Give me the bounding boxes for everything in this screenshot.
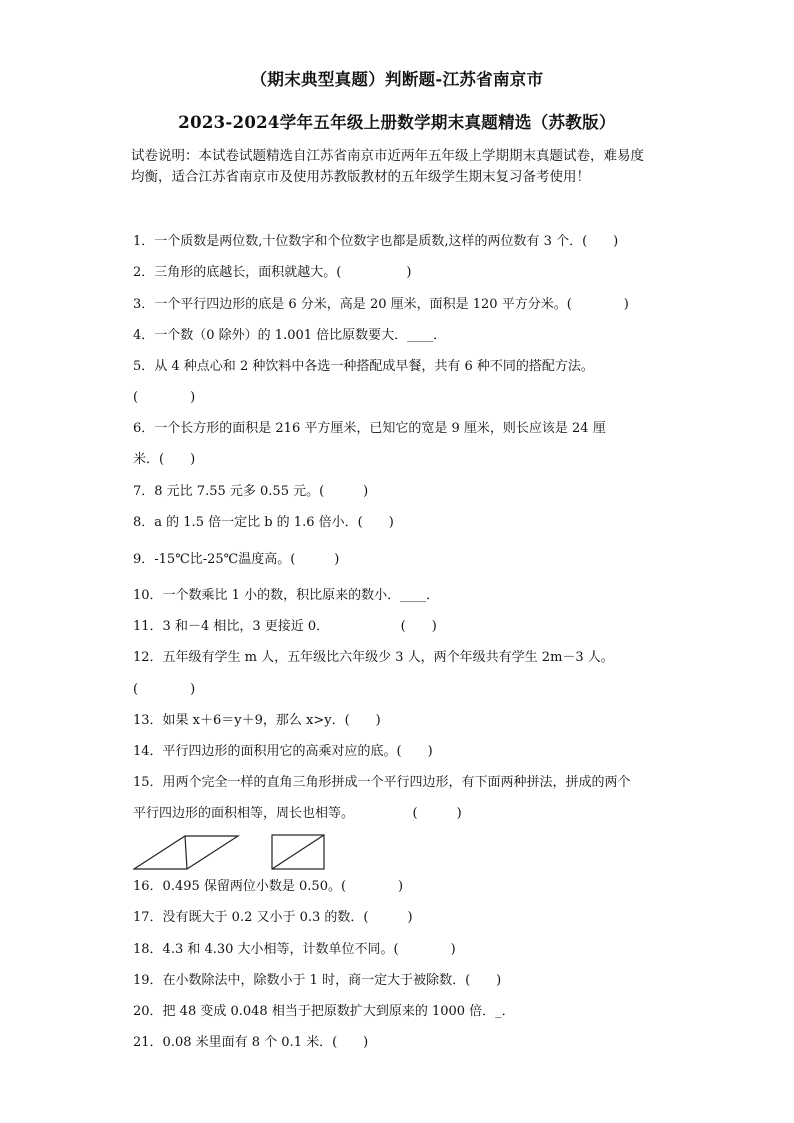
question-5: 5．从 4 种点心和 2 种饮料中各选一种搭配成早餐，共有 6 种不同的搭配方法。 <box>133 359 594 374</box>
question-12: 12．五年级有学生 m 人，五年级比六年级少 3 人，两个年级共有学生 2m－3 人。 <box>133 650 614 665</box>
question-4: 4．一个数（0 除外）的 1.001 倍比原数要大．____． <box>133 328 447 343</box>
question-17: 17．没有既大于 0.2 又小于 0.3 的数．( ) <box>133 910 413 925</box>
parallelogram-a-diagonal <box>185 836 187 869</box>
question-13: 13．如果 x＋6＝y＋9，那么 x>y．( ) <box>133 713 381 728</box>
question-9: 9．-15℃比-25℃温度高。( ) <box>133 552 340 567</box>
question-2: 2．三角形的底越长，面积就越大。( ) <box>133 265 412 280</box>
question-11: 11．3 和－4 相比，3 更接近 0． ( ) <box>133 619 437 634</box>
question-15-cont: 平行四边形的面积相等，周长也相等。 ( ) <box>133 806 462 821</box>
question-20: 20．把 48 变成 0.048 相当于把原数扩大到原来的 1000 倍．_． <box>133 1004 515 1019</box>
question-1: 1．一个质数是两位数,十位数字和个位数字也都是质数,这样的两位数有 3 个．( ) <box>133 234 619 249</box>
description-line: 试卷说明：本试卷试题精选自江苏省南京市近两年五年级上学期期末真题试卷，难易度 <box>131 148 644 164</box>
question-5-cont: ( ) <box>133 390 196 405</box>
question-7: 7．8 元比 7.55 元多 0.55 元。( ) <box>133 484 369 499</box>
page-subtitle: 2023-2024学年五年级上册数学期末真题精选（苏教版） <box>178 113 616 132</box>
parallelogram-b-diagonal <box>272 835 324 869</box>
question-21: 21．0.08 米里面有 8 个 0.1 米．( ) <box>133 1035 369 1050</box>
exam-description <box>131 146 671 188</box>
question-3: 3．一个平行四边形的底是 6 分米，高是 20 厘米，面积是 120 平方分米。( ) <box>133 297 629 312</box>
question-6: 6．一个长方形的面积是 216 平方厘米，已知它的宽是 9 厘米，则长应该是 24 厘 <box>133 421 606 436</box>
question-15: 15．用两个完全一样的直角三角形拼成一个平行四边形，有下面两种拼法，拼成的两个 <box>133 775 631 790</box>
question-19: 19．在小数除法中，除数小于 1 时，商一定大于被除数．( ) <box>133 973 502 988</box>
question-14: 14．平行四边形的面积用它的高乘对应的底。( ) <box>133 744 433 759</box>
question-6-cont: 米．( ) <box>133 452 196 467</box>
description-line: 均衡，适合江苏省南京市及使用苏教版教材的五年级学生期末复习备考使用！ <box>131 169 590 185</box>
page-title: （期末典型真题）判断题-江苏省南京市 <box>250 70 544 89</box>
question-10: 10．一个数乘比 1 小的数，积比原来的数小．____． <box>133 588 440 603</box>
parallelogram-figures <box>133 832 333 872</box>
question-12-cont: ( ) <box>133 682 196 697</box>
question-8: 8．a 的 1.5 倍一定比 b 的 1.6 倍小．( ) <box>133 515 394 530</box>
question-16: 16．0.495 保留两位小数是 0.50。( ) <box>133 879 404 894</box>
question-18: 18．4.3 和 4.30 大小相等，计数单位不同。( ) <box>133 942 456 957</box>
